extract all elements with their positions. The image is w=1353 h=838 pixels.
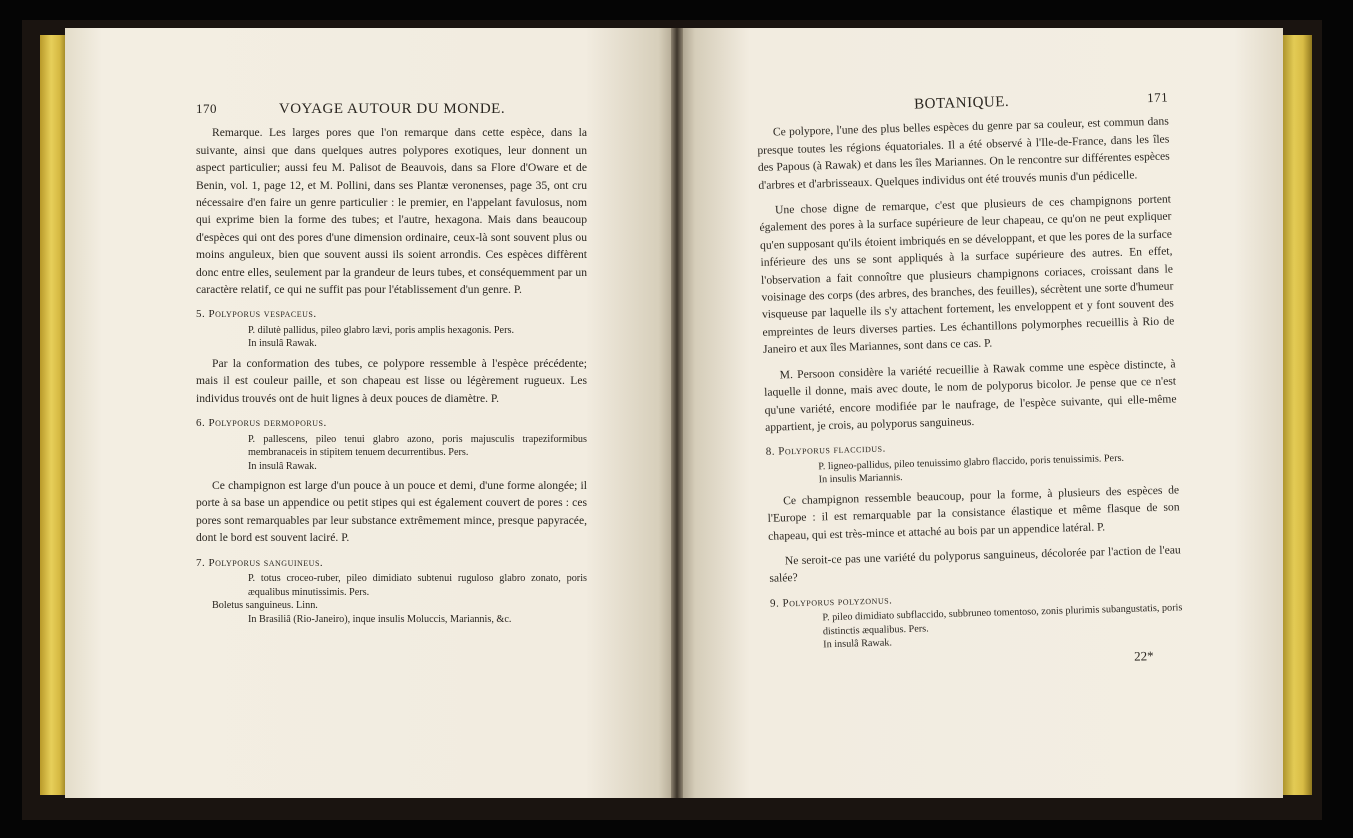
species-locality: In insulis Mariannis. xyxy=(818,472,903,486)
species-locality: In insulâ Rawak. xyxy=(823,637,893,651)
page-number: 170 xyxy=(196,101,217,116)
paragraph: Par la conformation des tubes, ce polypore ressemble à l'espèce précédente; mais il est couleur paille, et son chapeau est lisse ou légèrement rugueux. Les individus trouvés ont de huit lignes à deux pouces de diamètre. P. xyxy=(196,356,587,405)
species-name: 7. Polyporus sanguineus. xyxy=(196,556,324,569)
paragraph: Ce champignon ressemble beaucoup, pour la forme, à plusieurs des espèces de l'Europe : il est remarquable par la consistance élastique et même flasque de son chapeau, qui est très-mince et attaché au bois par un appendice latéral. P. xyxy=(767,483,1180,543)
running-head: BOTANIQUE. xyxy=(913,93,1010,113)
page-edges-left xyxy=(40,35,68,795)
remark-paragraph: Remarque. Les larges pores que l'on remarque dans cette espèce, dans la suivante, ainsi que dans quelques autres polypores exotiques, leur donnent un aspect particulier; aussi feu M. Palisot de Beauvois, dans sa Flore d'Oware et de Benin, vol. 1, page 12, et M. Pollini, dans ses Plantæ veronenses, page 35, ont cru nécessaire d'en faire un genre particulier : le premier, en l'appelant favulosus, nom qui exprime bien la forme des tubes; et l'autre, hexagona. Mais dans beaucoup d'espèces qui ont des pores d'une dimension ordinaire, ceux-là sont souvent plus ou moins anguleux, bien que souvent aussi ils soient arrondis. Ces espèces diffèrent donc entre elles, seulement par la grandeur de leurs tubes, et conséquemment par un caractère relatif, ce qui ne suffit pas pour l'établissement d'un genre. P. xyxy=(196,126,587,297)
species-locality: In Brasiliâ (Rio-Janeiro), inque insulis Moluccis, Mariannis, &c. xyxy=(248,613,512,625)
species-diagnosis: P. pallescens, pileo tenui glabro azono, poris majusculis trapeziformibus membranaceis in stipitem tenuem decurrentibus. Pers. xyxy=(248,433,587,458)
species-name: 8. Polyporus flaccidus. xyxy=(765,442,886,459)
species-diagnosis: P. pileo dimidiato subflaccido, subbruneo tomentoso, zonis plurimis subangustatis, poris distinctis æqualibus. Pers. xyxy=(822,602,1183,637)
left-page-text xyxy=(196,100,587,630)
species-diagnosis: P. totus croceo-ruber, pileo dimidiato subtenui ruguloso glabro zonato, poris æqualibus minutissimis. Pers. xyxy=(248,573,587,598)
species-entry-8 xyxy=(766,433,1179,489)
species-locality: In insulâ Rawak. xyxy=(248,460,317,472)
paragraph: M. Persoon considère la variété recueillie à Rawak comme une espèce distincte, à laquelle il donne, mais avec doute, le nom de polyporus bicolor. Je pense que ce n'est qu'une variété, encore modifiée par le naufrage, de l'espèce suivante, qui elle-même appartient, je crois, au polyporus sanguineus. xyxy=(763,357,1177,434)
species-name: 9. Polyporus polyzonus. xyxy=(769,594,893,610)
species-name: 5. Polyporus vespaceus. xyxy=(196,308,317,321)
book-gutter xyxy=(671,28,683,798)
right-page-text xyxy=(756,88,1184,674)
page-edges-right xyxy=(1282,35,1312,795)
species-diagnosis: P. dilutè pallidus, pileo glabro lævi, poris amplis hexagonis. Pers. xyxy=(248,324,514,336)
paragraph: Ne seroit-ce pas une variété du polyporus sanguineus, décolorée par l'action de l'eau salée? xyxy=(769,543,1181,586)
species-entry-7 xyxy=(196,555,587,626)
paragraph: Ce polypore, l'une des plus belles espèces du genre par sa couleur, est commun dans presque toutes les régions équatoriales. Il a été observé à l'Ile-de-France, dans les îles des Papous (à Rawak) et dans les îles Mariannes. On le rencontre sur différentes espèces d'arbres et d'arbrisseaux. Quelques individus ont été trouvés munis d'un pédicelle. xyxy=(757,114,1170,192)
left-header xyxy=(196,100,587,118)
page-number: 171 xyxy=(1146,89,1169,106)
species-name: 6. Polyporus dermoporus. xyxy=(196,417,327,430)
paragraph: Ce champignon est large d'un pouce à un pouce et demi, d'une forme alongée; il porte à sa base un appendice ou petit stipes qui est également couvert de pores : ces pores sont remarquables par leur substance extrêmement mince, presque papyracée, dont le bord est souvent laciré. P. xyxy=(196,479,587,545)
species-entry-6 xyxy=(196,415,587,473)
running-head: VOYAGE AUTOUR DU MONDE. xyxy=(278,101,506,117)
species-entry-9 xyxy=(770,584,1183,653)
species-locality: In insulâ Rawak. xyxy=(248,338,317,350)
signature-mark: 22* xyxy=(1133,647,1154,664)
species-synonym: Boletus sanguineus. Linn. xyxy=(212,600,318,612)
paragraph: Une chose digne de remarque, c'est que plusieurs de ces champignons portent également des pores à la surface supérieure de leur chapeau, ce qu'on ne peut expliquer qu'en supposant qu'ils étoient imbriqués en se développant, et que les pores de la surface inférieure des uns se sont appliqués à la surface supérieure des autres. En effet, l'observation a fait connoître que plusieurs champignons coriaces, croissant dans le voisinage des corps (des arbres, des branches, des feuilles), sécrètent une sorte d'humeur visqueuse par laquelle ils s'y attachent fortement, les enveloppent et y font souvent des empreintes de leurs diverses parties. Les échantillons polymorphes recueillis à Rio de Janeiro et aux îles Mariannes, sont dans ce cas. P. xyxy=(759,192,1175,357)
species-entry-5 xyxy=(196,306,587,350)
species-diagnosis: P. ligneo-pallidus, pileo tenuissimo glabro flaccido, poris tenuissimis. Pers. xyxy=(818,452,1125,473)
